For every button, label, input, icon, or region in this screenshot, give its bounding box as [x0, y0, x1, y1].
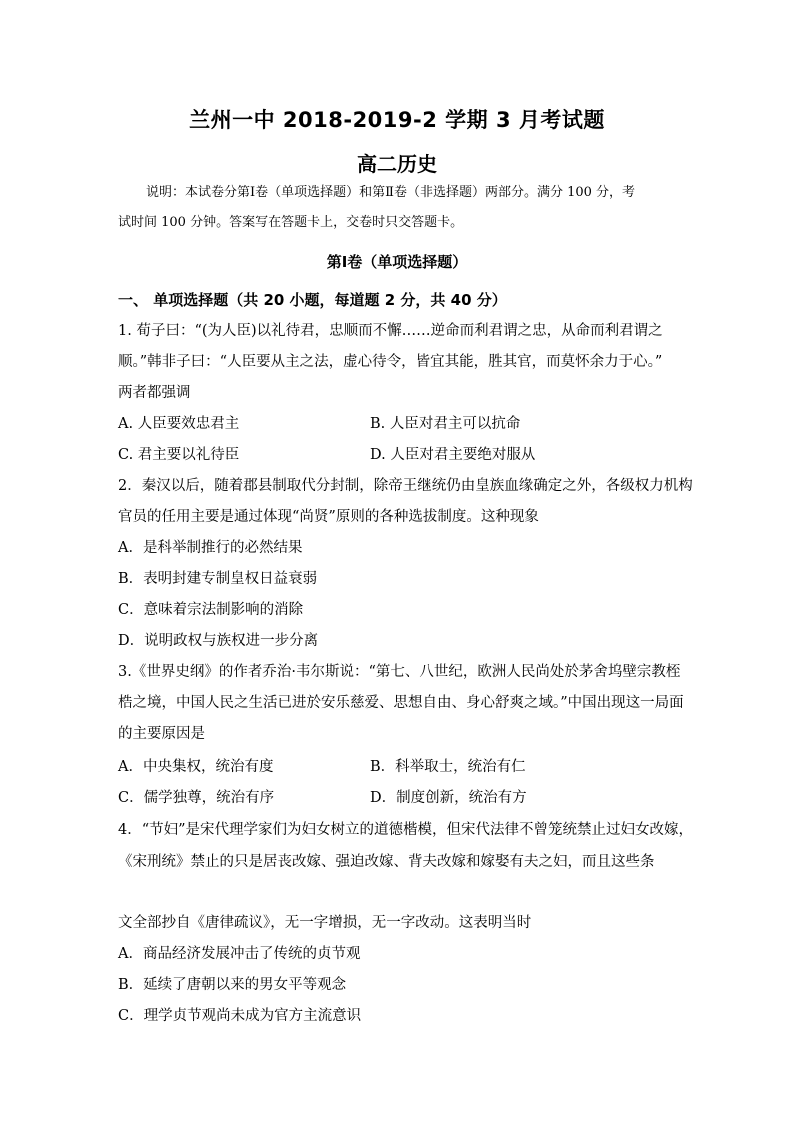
q2-option-b: B．表明封建专制皇权日益衰弱 [118, 571, 318, 587]
q4-stem-line-2: 《宋刑统》禁止的只是居丧改嫁、强迫改嫁、背夫改嫁和嫁娶有夫之妇，而且这些条 [118, 854, 655, 870]
instructions-line-2: 试时间 100 分钟。答案写在答题卡上，交卷时只交答题卡。 [118, 215, 464, 230]
part1-heading: 第Ⅰ卷（单项选择题） [326, 253, 468, 271]
q1-option-b: B. 人臣对君主可以抗命 [370, 416, 521, 432]
q2-stem-line-1: 2．秦汉以后，随着郡县制取代分封制，除帝王继统仍由皇族血缘确定之外，各级权力机构 [118, 478, 693, 494]
q2-option-c: C．意味着宗法制影响的消除 [118, 602, 304, 618]
q4-option-a: A．商品经济发展冲击了传统的贞节观 [118, 946, 361, 962]
q3-option-c: C．儒学独尊，统治有序 [118, 790, 275, 806]
q2-option-a: A．是科举制推行的必然结果 [118, 540, 303, 556]
q4-stem-line-3: 文全部抄自《唐律疏议》，无一字增损，无一字改动。这表明当时 [118, 915, 532, 931]
q3-stem-line-3: 的主要原因是 [118, 726, 205, 742]
exam-title: 兰州一中 2018-2019-2 学期 3 月考试题 [189, 108, 605, 132]
q1-option-a: A. 人臣要效忠君主 [118, 416, 240, 432]
q4-option-c: C．理学贞节观尚未成为官方主流意识 [118, 1008, 362, 1024]
q3-option-d: D．制度创新，统治有方 [370, 790, 527, 806]
q1-option-d: D. 人臣对君主要绝对服从 [370, 447, 536, 463]
q3-stem-line-1: 3.《世界史纲》的作者乔治·韦尔斯说：“第七、八世纪，欧洲人民尚处於茅舍坞壁宗教桎 [118, 664, 681, 680]
instructions-line-1: 说明：本试卷分第Ⅰ卷（单项选择题）和第Ⅱ卷（非选择题）两部分。满分 100 分，考 [146, 185, 636, 200]
q2-option-d: D．说明政权与族权进一步分离 [118, 633, 319, 649]
q1-stem-line-3: 两者都强调 [118, 385, 191, 401]
q1-stem-line-2: 顺。”韩非子曰：“人臣要从主之法，虚心待令，皆宜其能，胜其官，而莫怀余力于心。” [118, 354, 663, 370]
q3-option-b: B．科举取士，统治有仁 [370, 759, 526, 775]
q3-stem-line-2: 梏之境，中国人民之生活已进於安乐慈爱、思想自由、身心舒爽之域。”中国出现这一局面 [118, 695, 684, 711]
q3-option-a: A．中央集权，统治有度 [118, 759, 274, 775]
q1-stem-line-1: 1. 荀子曰：“(为人臣)以礼待君，忠顺而不懈……逆命而利君谓之忠，从命而利君谓之 [118, 323, 663, 339]
q2-stem-line-2: 官员的任用主要是通过体现“尚贤”原则的各种选拔制度。这种现象 [118, 509, 539, 525]
subject-title: 高二历史 [357, 152, 437, 176]
q1-option-c: C. 君主要以礼待臣 [118, 447, 240, 463]
q4-option-b: B．延续了唐朝以来的男女平等观念 [118, 977, 347, 993]
section-heading: 一、 单项选择题（共 20 小题，每道题 2 分，共 40 分） [118, 291, 507, 309]
q4-stem-line-1: 4．“节妇”是宋代理学家们为妇女树立的道德楷模，但宋代法律不曾笼统禁止过妇女改嫁， [118, 822, 694, 838]
